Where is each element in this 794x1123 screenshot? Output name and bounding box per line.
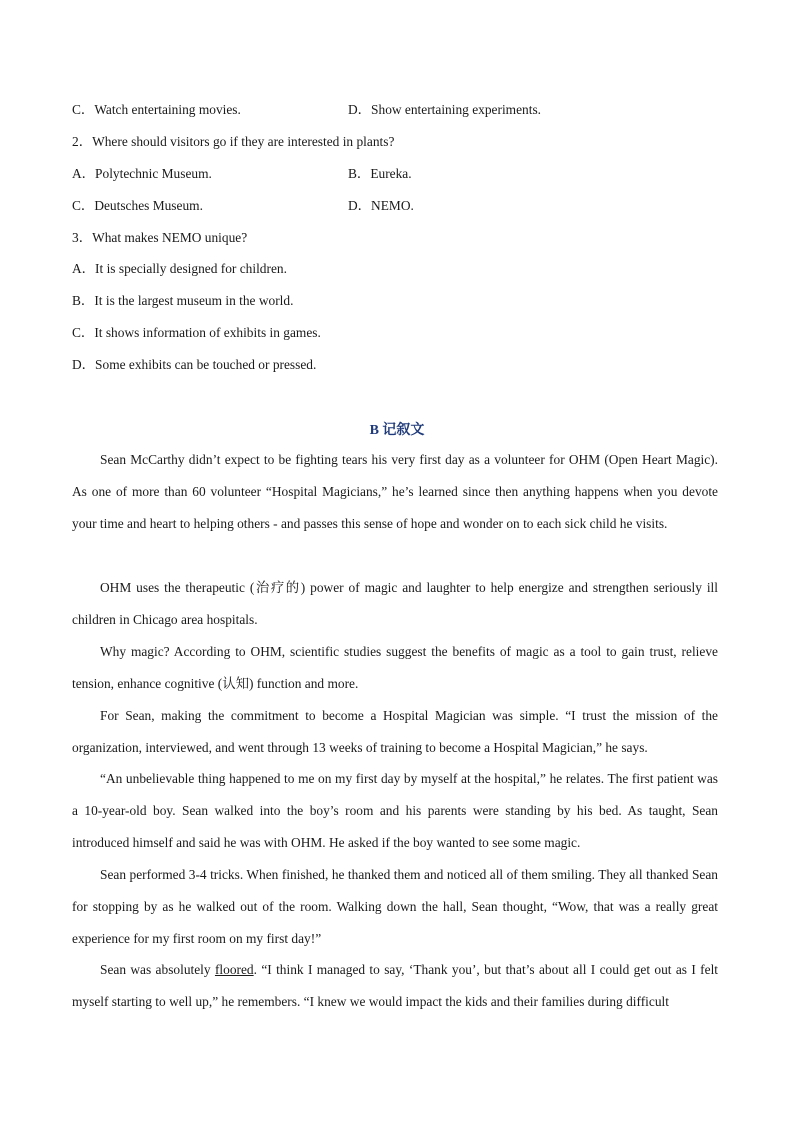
q3-option-c: C．It shows information of exhibits in games. xyxy=(72,325,321,340)
passage-paragraph-6: Sean performed 3-4 tricks. When finished, he thanked them and noticed all of them smiling. They all thanked Sean for stopping by as he walked out of the room. Walking down the hall, Sean thought, “Wow, that was a really great experience for my first room on my first day!” xyxy=(72,867,718,946)
q3-option-b: B．It is the largest museum in the world. xyxy=(72,293,294,308)
passage-paragraph-4: For Sean, making the commitment to become a Hospital Magician was simple. “I trust the mission of the organization, interviewed, and went through 13 weeks of training to become a Hospital Magician,” he says. xyxy=(72,708,718,755)
q2-stem: 2．Where should visitors go if they are interested in plants? xyxy=(72,134,395,149)
q1-option-c: C．Watch entertaining movies. xyxy=(72,102,241,117)
passage-paragraph-2: OHM uses the therapeutic (治疗的) power of magic and laughter to help energize and strengthen seriously ill children in Chicago area hospitals. xyxy=(72,580,718,627)
passage-paragraph-3: Why magic? According to OHM, scientific studies suggest the benefits of magic as a tool to gain trust, relieve tension, enhance cognitive (认知) function and more. xyxy=(72,644,718,691)
q2-option-c: C．Deutsches Museum. xyxy=(72,198,203,213)
paragraph-7-rest: . “I think I managed to say, ‘Thank you’, but that’s about all I could get out as I felt myself starting to well up,” he remembers. “I knew we would impact the kids and their families during difficult xyxy=(72,962,719,1009)
passage-paragraph-7 xyxy=(72,954,718,1018)
q3-stem: 3．What makes NEMO unique? xyxy=(72,230,248,245)
q2-option-a: A．Polytechnic Museum. xyxy=(72,166,212,181)
q2-option-b: B．Eureka. xyxy=(348,166,412,181)
section-title: B 记叙文 xyxy=(369,423,425,438)
q3-option-a: A．It is specially designed for children. xyxy=(72,261,287,276)
paragraph-7-lead: Sean was absolutely xyxy=(100,962,215,977)
passage-paragraph-5: “An unbelievable thing happened to me on my first day by myself at the hospital,” he relates. The first patient was a 10-year-old boy. Sean walked into the boy’s room and his parents were standing by his bed. As taught, Sean introduced himself and said he was with OHM. He asked if the boy wanted to see some magic. xyxy=(72,771,718,850)
q2-option-d: D．NEMO. xyxy=(348,198,414,213)
passage-paragraph-1: Sean McCarthy didn’t expect to be fighting tears his very first day as a volunteer for OHM (Open Heart Magic). As one of more than 60 volunteer “Hospital Magicians,” he’s learned since then anything happens when you devote your time and heart to helping others - and passes this sense of hope and wonder on to each sick child he visits. xyxy=(72,452,718,531)
underlined-word-floored: floored xyxy=(214,962,254,977)
q3-option-d: D．Some exhibits can be touched or pressed. xyxy=(72,357,317,372)
q1-option-d: D．Show entertaining experiments. xyxy=(348,102,542,117)
